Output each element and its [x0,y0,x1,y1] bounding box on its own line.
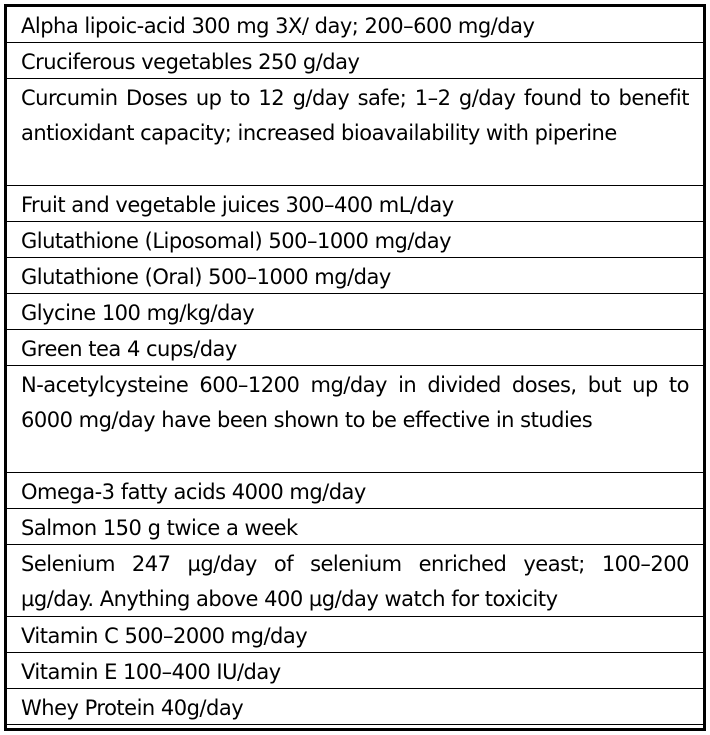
table-row-vitamin-e: Vitamin E 100–400 IU/day [7,653,703,689]
table-row-alpha-lipoic-acid: Alpha lipoic-acid 300 mg 3X/ day; 200–600 mg/day [7,7,703,43]
supplement-dosage-table [4,4,706,731]
table-row-n-acetylcysteine: N-acetylcysteine 600–1200 mg/day in divided doses, but up to 6000 mg/day have been shown to be effective in studies [7,366,703,473]
table-row-vitamin-c: Vitamin C 500–2000 mg/day [7,617,703,653]
table-row-fruit-vegetable-juices: Fruit and vegetable juices 300–400 mL/day [7,186,703,222]
table-row-green-tea: Green tea 4 cups/day [7,330,703,366]
table-row-curcumin: Curcumin Doses up to 12 g/day safe; 1–2 g/day found to benefit antioxidant capacity; increased bioavailability with piperine [7,79,703,186]
table-row-cruciferous-vegetables: Cruciferous vegetables 250 g/day [7,43,703,79]
table-row-glycine: Glycine 100 mg/kg/day [7,294,703,330]
table-row-glutathione-oral: Glutathione (Oral) 500–1000 mg/day [7,258,703,294]
table-row-omega-3: Omega-3 fatty acids 4000 mg/day [7,473,703,509]
table-row-glutathione-liposomal: Glutathione (Liposomal) 500–1000 mg/day [7,222,703,258]
table-row-whey-protein: Whey Protein 40g/day [7,689,703,725]
table-row-selenium: Selenium 247 µg/day of selenium enriched yeast; 100–200 µg/day. Anything above 400 µg/day watch for toxicity [7,545,703,617]
table-row-salmon: Salmon 150 g twice a week [7,509,703,545]
table-rows [7,7,703,725]
